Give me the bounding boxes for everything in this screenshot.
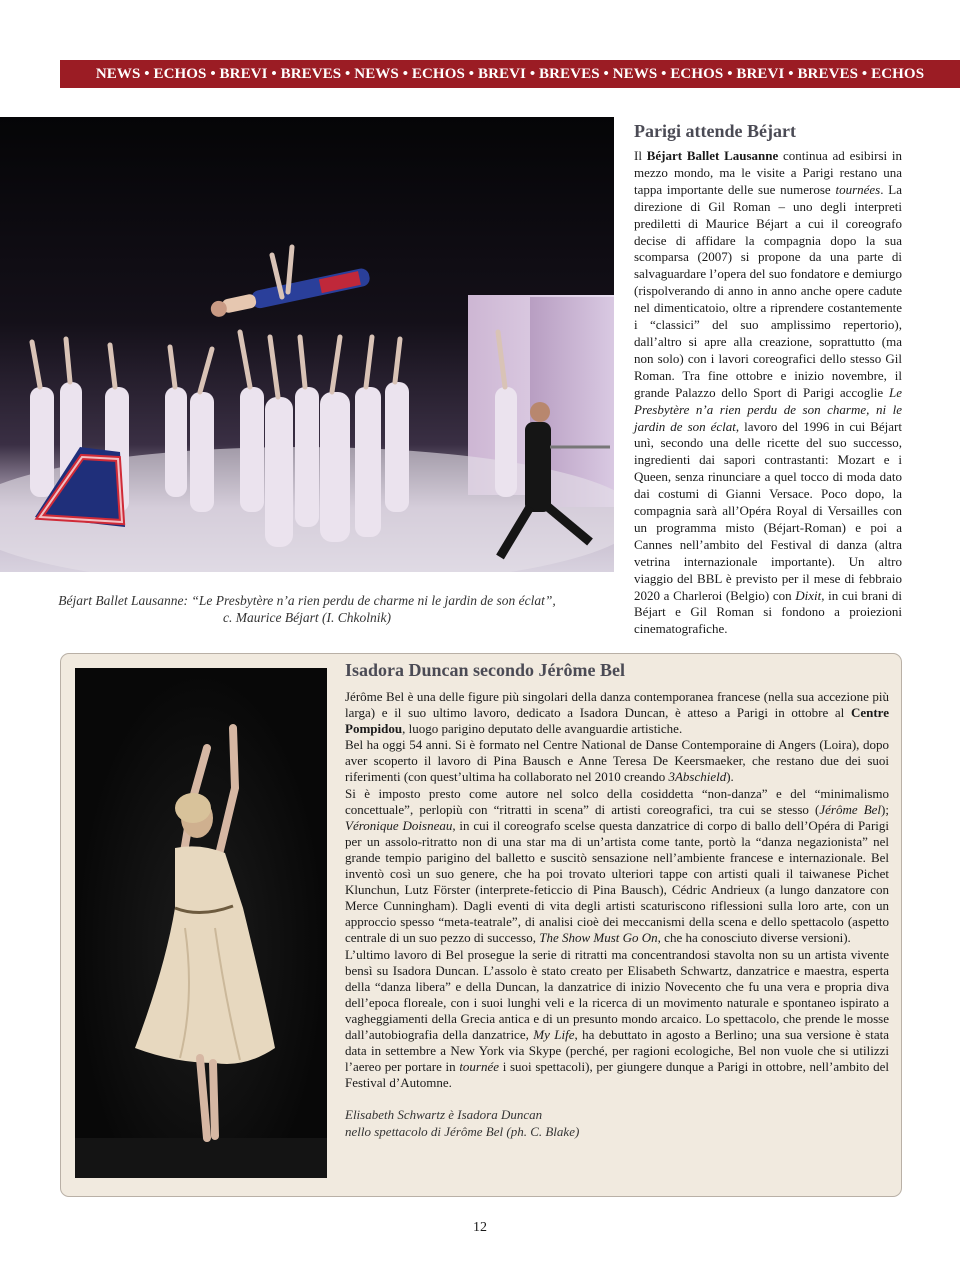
page-number: 12 xyxy=(473,1220,487,1235)
section-banner: NEWS • ECHOS • BREVI • BREVES • NEWS • ECHOS • BREVI • BREVES • NEWS • ECHOS • BREVI • BREVES • ECHOS xyxy=(60,60,960,88)
isadora-duncan-photo xyxy=(75,668,327,1178)
bejart-ballet-photo xyxy=(0,117,614,572)
article-duncan-paragraph-4: L’ultimo lavoro di Bel prosegue la serie di ritratti ma concentrandosi stavolta non su un artista vivente bensì su Isadora Duncan. L’assolo è stato creato per Elisabeth Schwartz, danzatrice e maestra, esperta della “danza libera” e della Duncan, la danzatrice di inizio Novecento che fu una vera e propria diva dell’epoca floreale, con i suoi lunghi veli e la ricerca di un movimento naturale e spontaneo ispirato a vagheggiamenti della Grecia antica e di un presunto mondo arcaico. Lo spettacolo, che prende le mosse dall’autobiografia della danzatrice, My Life, ha debuttato in agosto a Berlino; una sua versione è stata data in settembre a New York via Skype (perché, per ragioni ecologiche, Bel non vuole che si utilizzi l’aereo per portare in tournée i suoi spettacoli), per giungere dunque a Parigi in ottobre, nell’ambito del Festival d’Automne. xyxy=(345,946,890,1091)
dancers-illustration xyxy=(0,117,614,572)
article-duncan-paragraph-2: Bel ha oggi 54 anni. Si è formato nel Centre National de Danse Contemporaine di Angers (Loira), dopo aver scoperto il lavoro di Pina Bausch e Anne Teresa De Keersmaeker, che restano due dei suoi riferimenti (con quest’ultima ha collaborato nel 2010 creando 3Abschield). xyxy=(345,737,889,785)
article-duncan-paragraph-1: Jérôme Bel è una delle figure più singolari della danza contemporanea francese (nella sua accezione più larga) e il suo ultimo lavoro, dedicato a Isadora Duncan, è atteso a Parigi in ottobre al Centre Pompidou, luogo parigino deputato delle avanguardie artistiche. xyxy=(345,689,889,737)
article-bejart-title: Parigi attende Béjart xyxy=(634,121,796,141)
article-bejart xyxy=(634,121,902,638)
article-duncan-box xyxy=(60,653,902,1197)
article-duncan xyxy=(345,660,889,1140)
article-duncan-title: Isadora Duncan secondo Jérôme Bel xyxy=(345,660,625,680)
duncan-photo-caption: Elisabeth Schwartz è Isadora Duncan nello spettacolo di Jérôme Bel (ph. C. Blake) xyxy=(345,1107,580,1139)
bejart-photo-caption: Béjart Ballet Lausanne: “Le Presbytère n’a rien perdu de charme ni le jardin de son éclat”, c. Maurice Béjart (I. Chkolnik) xyxy=(58,593,556,625)
article-bejart-body: Il Béjart Ballet Lausanne continua ad esibirsi in mezzo mondo, ma le visite a Parigi restano una tappa importante delle sue numerose tournées. La direzione di Gil Roman – uno degli interpreti prediletti di Maurice Béjart a cui il coreografo decise di affidare la compagnia dopo la sua scomparsa (2007) si propone da una parte di salvaguardare l’opera del suo fondatore e demiurgo (rispolverando di anno in anno anche opere cadute nel dimenticatoio, oltre a riprendere costantemente i “classici” del suo amplissimo repertorio), dall’altro si apre alla creazione, soprattutto (ma non solo) con i lavori coreografici dello stesso Gil Roman. Tra fine ottobre e inizio novembre, il grande Palazzo dello Sport di Parigi accoglie Le Presbytère n’a rien perdu de son charme, ni le jardin de son éclat, lavoro del 1996 in cui Béjart unì, secondo una delle ricette del suo successo, ingredienti dai sapori contrastanti: Mozart e i Queen, senza rinunciare a quel tocco di moda dato dai costumi di Gianni Versace. Poco dopo, la compagnia sarà all’Opéra Royal di Versailles con un programma misto (Béjart-Roman) e poi a Cannes nell’ambito del Festival di danza (altra vetrina internazionale importante). Un altro viaggio del BBL è previsto per il mese di febbraio 2020 a Charleroi (Belgio) con Dixit, in cui brani di Béjart e Gil Roman si fondono a proiezioni cinematografiche. xyxy=(634,148,902,637)
article-duncan-paragraph-3: Si è imposto presto come autore nel solco della cosiddetta “non-danza” e del “minimalismo concettuale”, perlopiù con “ritratti in scena” di artisti coreografici, tra cui se stesso (Jérôme Bel); Véronique Doisneau, in cui il coreografo scelse questa danzatrice di corpo di ballo dell’Opéra di Parigi per un assolo-ritratto non di una star ma di un’artista come tante, portò la “danza negazionista” nel grande tempio parigino del balletto e suscitò sensazione nell’ambiente francese e internazionale. Bel inventò così un suo genere, che ha poi trovato ulteriori tappe con artisti quali il taiwanese Pichet Klunchun, Lutz Förster (interprete-feticcio di Pina Bausch), Cédric Andrieux (a lungo danzatore con Merce Cunningham). Dagli eventi di vita degli artisti scaturiscono riflessioni sulla loro arte, con un approccio spesso “meta-teatrale”, di analisi cioè dei meccanismi della scena e dello spettacolo (aspetto centrale di un suo pezzo di successo, The Show Must Go On, che ha conosciuto diverse versioni). xyxy=(345,785,890,946)
dancer-illustration xyxy=(75,668,327,1178)
